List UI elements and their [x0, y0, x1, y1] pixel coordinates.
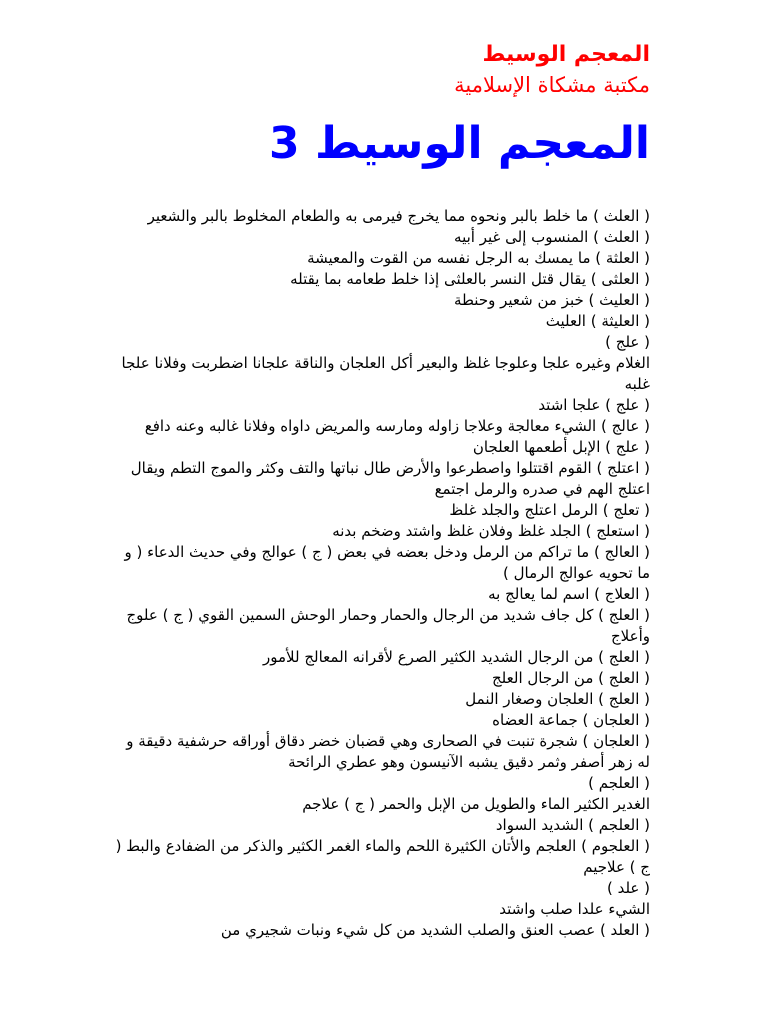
- dictionary-entry: ( العلجم ): [588, 774, 650, 792]
- dictionary-entry: الغلام وغيره علجا وعلوجا غلظ والبعير أكل العلجان والناقة علجانا اضطربت وفلانا علجا غلبه: [121, 354, 650, 393]
- dictionary-entry: ( العلجوم ) العلجم والأتان الكثيرة اللحم والماء الغمر الكثير والذكر من الضفادع والبط ( ج ) علاجيم: [115, 837, 650, 876]
- dictionary-entry: ( العلج ) من الرجال الشديد الكثير الصرع لأقرانه المعالج للأمور: [263, 648, 650, 666]
- dictionary-entry: ( العلجان ) شجرة تنبت في الصحارى وهي قضبان خضر دقاق أوراقه حرشفية دقيقة و له زهر أصفر وثمر دقيق يشبه الآنيسون وهو عطري الرائحة: [126, 732, 650, 771]
- dictionary-entry: ( العلجم ) الشديد السواد: [495, 816, 650, 834]
- page-title: المعجم الوسيط 3: [269, 118, 650, 169]
- dictionary-entry: ( علج ) علجا اشتد: [538, 396, 650, 414]
- dictionary-entry: ( علد ): [606, 879, 650, 897]
- dictionary-entry: الغدير الكثير الماء والطويل من الإبل والحمر ( ج ) علاجم: [302, 795, 650, 813]
- dictionary-entries: [110, 206, 650, 941]
- dictionary-entry: ( العلج ) من الرجال العلج: [492, 669, 650, 687]
- document-header: [454, 40, 650, 100]
- dictionary-entry: ( العلجان ) جماعة العضاه: [492, 711, 650, 729]
- dictionary-entry: ( علج ): [605, 333, 650, 351]
- dictionary-entry: ( العلاج ) اسم لما يعالج به: [488, 585, 650, 603]
- dictionary-entry: ( العالج ) ما تراكم من الرمل ودخل بعضه في بعض ( ج ) عوالج وفي حديث الدعاء ( و ما تحويه عوالج الرمال ): [124, 543, 650, 582]
- dictionary-entry: ( العليثة ) العليث: [545, 312, 650, 330]
- header-subtitle: مكتبة مشكاة الإسلامية: [454, 73, 650, 97]
- dictionary-entry: ( استعلج ) الجلد غلظ وفلان غلظ واشتد وضخم بدنه: [332, 522, 650, 540]
- dictionary-entry: الشيء علدا صلب واشتد: [499, 900, 650, 918]
- dictionary-entry: ( العلثة ) ما يمسك به الرجل نفسه من القوت والمعيشة: [307, 249, 650, 267]
- dictionary-entry: ( العلث ) المنسوب إلى غير أبيه: [454, 228, 650, 246]
- dictionary-entry: ( العلثى ) يقال قتل النسر بالعلثى إذا خلط طعامه بما يقتله: [290, 270, 650, 288]
- dictionary-entry: ( العلث ) ما خلط بالبر ونحوه مما يخرج فيرمى به والطعام المخلوط بالبر والشعير: [147, 207, 650, 225]
- dictionary-entry: ( عالج ) الشيء معالجة وعلاجا زاوله ومارسه والمريض داواه وفلانا غالبه وعنه دافع: [144, 417, 650, 435]
- dictionary-entry: ( العليث ) خبز من شعير وحنطة: [453, 291, 650, 309]
- header-title: المعجم الوسيط: [482, 42, 650, 67]
- dictionary-entry: ( العلد ) عصب العنق والصلب الشديد من كل شيء ونبات شجيري من: [220, 921, 650, 939]
- dictionary-entry: ( العلج ) العلجان وصغار النمل: [465, 690, 650, 708]
- dictionary-entry: ( العلج ) كل جاف شديد من الرجال والحمار وحمار الوحش السمين القوي ( ج ) علوج وأعلاج: [126, 606, 650, 645]
- dictionary-entry: ( علج ) الإبل أطعمها العلجان: [472, 438, 650, 456]
- dictionary-entry: ( اعتلج ) القوم اقتتلوا واصطرعوا والأرض طال نباتها والتف وكثر والموج التطم ويقال اعتلج الهم في صدره والرمل اجتمع: [130, 459, 650, 498]
- dictionary-entry: ( تعلج ) الرمل اعتلج والجلد غلظ: [449, 501, 650, 519]
